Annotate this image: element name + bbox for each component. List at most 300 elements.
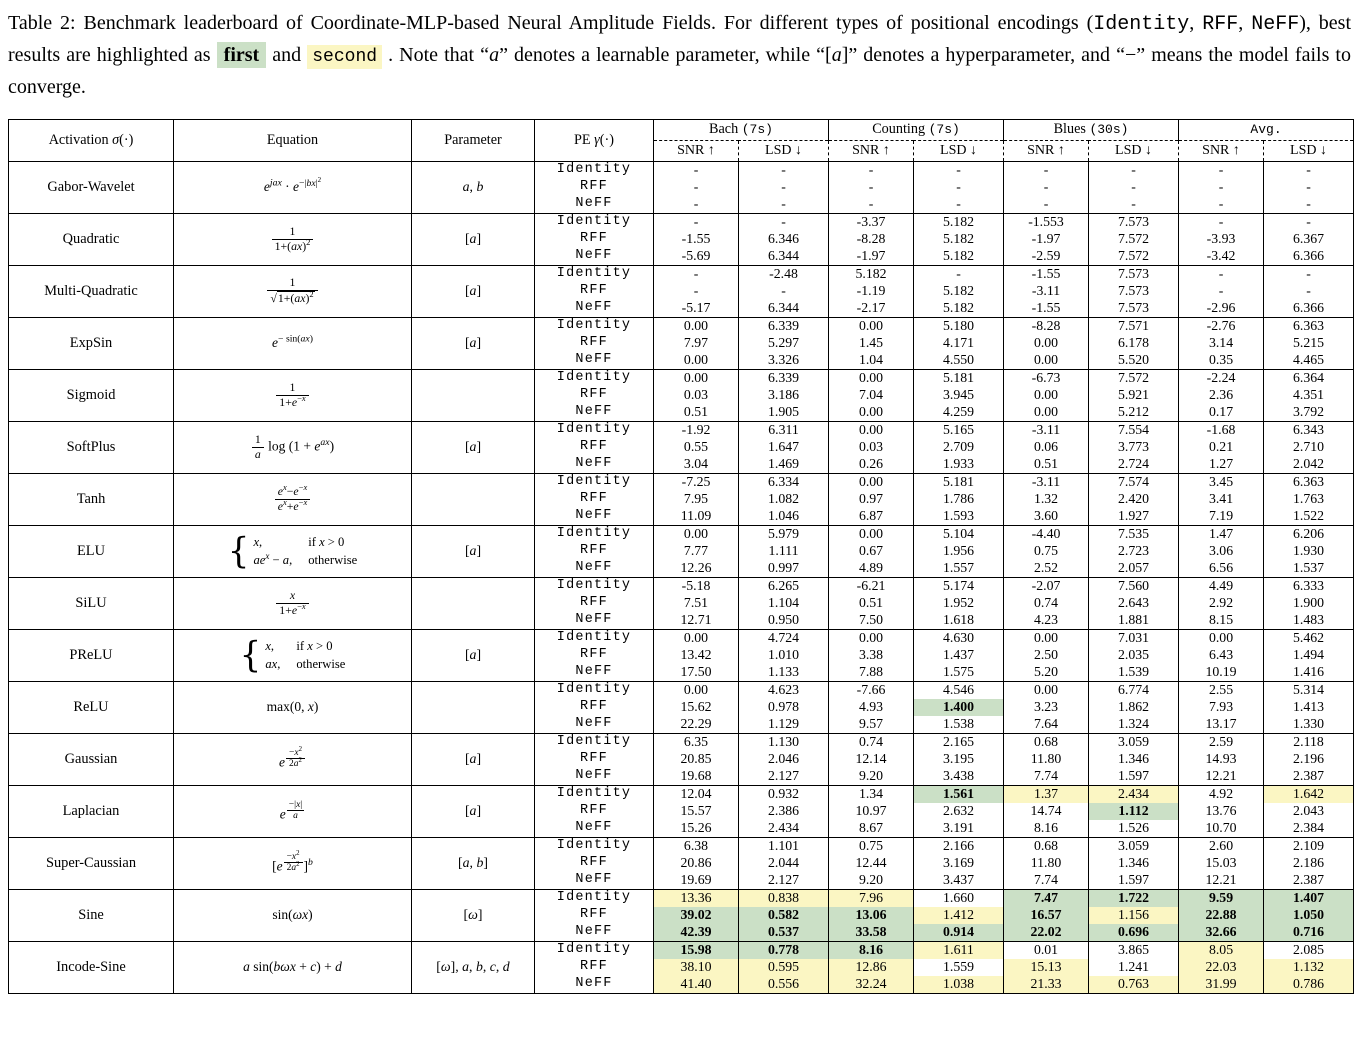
value-cell: 5.182 — [914, 300, 1004, 318]
pe-label: NeFF — [535, 612, 654, 630]
pe-label: Identity — [535, 577, 654, 595]
value-cell: 12.04 — [654, 785, 739, 803]
parameter — [412, 473, 535, 525]
value-cell: 5.20 — [1004, 664, 1089, 682]
pe-label: RFF — [535, 387, 654, 404]
activation-name: Gabor-Wavelet — [9, 161, 174, 213]
value-cell: 5.215 — [1264, 335, 1354, 352]
pe-label: RFF — [535, 179, 654, 196]
value-cell-second: 1.37 — [1004, 785, 1089, 803]
value-cell-second: 1.642 — [1264, 785, 1354, 803]
value-cell: - — [654, 161, 739, 179]
value-cell: 0.00 — [654, 525, 739, 543]
value-cell: 6.38 — [654, 837, 739, 855]
value-cell: 0.00 — [829, 421, 914, 439]
value-cell: 2.166 — [914, 837, 1004, 855]
table-caption — [8, 8, 1351, 103]
value-cell: 6.339 — [739, 317, 829, 335]
value-cell: 4.351 — [1264, 387, 1354, 404]
value-cell-second: 32.24 — [829, 976, 914, 994]
value-cell: 1.881 — [1089, 612, 1179, 630]
metric-header-lsd: LSD ↓ — [1089, 140, 1179, 161]
value-cell-first: 32.66 — [1179, 924, 1264, 942]
value-cell: 0.00 — [829, 525, 914, 543]
value-cell: 8.16 — [1004, 820, 1089, 838]
value-cell-first: 1.112 — [1089, 803, 1179, 820]
value-cell: 1.538 — [914, 716, 1004, 734]
value-cell: 5.520 — [1089, 352, 1179, 370]
value-cell: 3.60 — [1004, 508, 1089, 526]
value-cell: 3.23 — [1004, 699, 1089, 716]
equation: $\frac{x}{1+e^{-x}}$ — [174, 577, 412, 629]
value-cell: 6.344 — [739, 248, 829, 266]
parameter — [412, 577, 535, 629]
value-cell-second: 1.156 — [1089, 907, 1179, 924]
value-cell: - — [1089, 196, 1179, 214]
equation: max(0, x) — [174, 681, 412, 733]
value-cell: -2.07 — [1004, 577, 1089, 595]
parameter: [a] — [412, 213, 535, 265]
value-cell: -1.19 — [829, 283, 914, 300]
value-cell: - — [1179, 265, 1264, 283]
metric-header-lsd: LSD ↓ — [739, 140, 829, 161]
value-cell: - — [1264, 283, 1354, 300]
value-cell: 7.74 — [1004, 768, 1089, 786]
group-name-mono: (7s) — [928, 122, 960, 138]
column-header-pe: PE γ(·) — [535, 119, 654, 161]
pe-label: Identity — [535, 837, 654, 855]
value-cell: 12.14 — [829, 751, 914, 768]
value-cell: 5.165 — [914, 421, 1004, 439]
value-cell: 0.55 — [654, 439, 739, 456]
metric-header-lsd: LSD ↓ — [1264, 140, 1354, 161]
value-cell: - — [829, 161, 914, 179]
value-cell: 0.67 — [829, 543, 914, 560]
value-cell: 5.182 — [914, 283, 1004, 300]
pe-label: NeFF — [535, 872, 654, 890]
parameter: [a] — [412, 265, 535, 317]
value-cell: -4.40 — [1004, 525, 1089, 543]
value-cell: 1.241 — [1089, 959, 1179, 976]
value-cell: 1.27 — [1179, 456, 1264, 474]
value-cell: 5.182 — [914, 248, 1004, 266]
value-cell: 0.03 — [654, 387, 739, 404]
value-cell: 2.043 — [1264, 803, 1354, 820]
value-cell: 8.15 — [1179, 612, 1264, 630]
value-cell: 5.297 — [739, 335, 829, 352]
value-cell: 19.68 — [654, 768, 739, 786]
parameter — [412, 369, 535, 421]
value-cell: 20.85 — [654, 751, 739, 768]
value-cell: 0.75 — [1004, 543, 1089, 560]
value-cell: 1.101 — [739, 837, 829, 855]
value-cell: 15.57 — [654, 803, 739, 820]
value-cell: - — [914, 179, 1004, 196]
value-cell: - — [654, 179, 739, 196]
value-cell-first: 42.39 — [654, 924, 739, 942]
value-cell: 2.709 — [914, 439, 1004, 456]
value-cell: 1.082 — [739, 491, 829, 508]
metric-header-snr: SNR ↑ — [1004, 140, 1089, 161]
value-cell: 3.195 — [914, 751, 1004, 768]
value-cell: 1.111 — [739, 543, 829, 560]
value-cell: 0.00 — [654, 352, 739, 370]
value-cell: 1.324 — [1089, 716, 1179, 734]
value-cell: 2.387 — [1264, 872, 1354, 890]
value-cell: 6.367 — [1264, 231, 1354, 248]
value-cell: 0.74 — [829, 733, 914, 751]
value-cell-first: 1.400 — [914, 699, 1004, 716]
value-cell: 0.17 — [1179, 404, 1264, 422]
value-cell: 0.00 — [1004, 352, 1089, 370]
value-cell: 1.046 — [739, 508, 829, 526]
value-cell: 9.57 — [829, 716, 914, 734]
value-cell: 7.574 — [1089, 473, 1179, 491]
value-cell: - — [1264, 161, 1354, 179]
table-row — [9, 837, 1354, 855]
pe-label: RFF — [535, 647, 654, 664]
value-cell: 4.550 — [914, 352, 1004, 370]
value-cell: 1.597 — [1089, 872, 1179, 890]
value-cell: -1.55 — [654, 231, 739, 248]
pe-label: NeFF — [535, 300, 654, 318]
value-cell: 2.386 — [739, 803, 829, 820]
value-cell: 2.55 — [1179, 681, 1264, 699]
value-cell: 1.593 — [914, 508, 1004, 526]
value-cell: 1.660 — [914, 889, 1004, 907]
equation: $\frac{1}{a}$ $\log (1 + e^{ax})$ — [174, 421, 412, 473]
value-cell: 12.21 — [1179, 872, 1264, 890]
value-cell: 7.50 — [829, 612, 914, 630]
parameter: [a] — [412, 785, 535, 837]
value-cell: 7.573 — [1089, 283, 1179, 300]
activation-name: Quadratic — [9, 213, 174, 265]
value-cell: -2.48 — [739, 265, 829, 283]
table-row — [9, 629, 1354, 647]
value-cell: - — [654, 213, 739, 231]
value-cell: 7.535 — [1089, 525, 1179, 543]
column-header-equation: Equation — [174, 119, 412, 161]
value-cell: 2.196 — [1264, 751, 1354, 768]
pe-label: RFF — [535, 855, 654, 872]
pe-label: NeFF — [535, 560, 654, 578]
metric-header-lsd: LSD ↓ — [914, 140, 1004, 161]
value-cell: -7.25 — [654, 473, 739, 491]
value-cell-first: 1.561 — [914, 785, 1004, 803]
value-cell: 3.059 — [1089, 733, 1179, 751]
pe-label: RFF — [535, 699, 654, 716]
value-cell: 15.03 — [1179, 855, 1264, 872]
value-cell: 1.930 — [1264, 543, 1354, 560]
value-cell: -5.69 — [654, 248, 739, 266]
equation: { x, if x > 0 ax, otherwise — [174, 629, 412, 681]
value-cell: 0.97 — [829, 491, 914, 508]
value-cell: 6.178 — [1089, 335, 1179, 352]
value-cell: 4.546 — [914, 681, 1004, 699]
value-cell-first: 1.407 — [1264, 889, 1354, 907]
value-cell: - — [829, 196, 914, 214]
value-cell: 5.104 — [914, 525, 1004, 543]
value-cell: - — [654, 265, 739, 283]
value-cell: 5.180 — [914, 317, 1004, 335]
value-cell-second: 0.838 — [739, 889, 829, 907]
value-cell-second: 15.13 — [1004, 959, 1089, 976]
value-cell: 4.89 — [829, 560, 914, 578]
caption-segment: , — [1238, 12, 1252, 34]
value-cell: -1.68 — [1179, 421, 1264, 439]
value-cell: 7.571 — [1089, 317, 1179, 335]
value-cell: 2.643 — [1089, 595, 1179, 612]
value-cell: 3.438 — [914, 768, 1004, 786]
pe-label: Identity — [535, 421, 654, 439]
value-cell: 0.00 — [1004, 629, 1089, 647]
value-cell: 7.64 — [1004, 716, 1089, 734]
value-cell: -5.18 — [654, 577, 739, 595]
value-cell: -1.553 — [1004, 213, 1089, 231]
value-cell: 3.14 — [1179, 335, 1264, 352]
value-cell: 11.80 — [1004, 855, 1089, 872]
metric-header-snr: SNR ↑ — [829, 140, 914, 161]
value-cell-second: 0.763 — [1089, 976, 1179, 994]
value-cell: 6.56 — [1179, 560, 1264, 578]
value-cell-first: 0.582 — [739, 907, 829, 924]
value-cell: 4.49 — [1179, 577, 1264, 595]
value-cell: -1.97 — [1004, 231, 1089, 248]
value-cell: - — [654, 283, 739, 300]
value-cell: 0.00 — [829, 369, 914, 387]
parameter: [a] — [412, 421, 535, 473]
table-row — [9, 577, 1354, 595]
value-cell: 12.71 — [654, 612, 739, 630]
activation-name: SoftPlus — [9, 421, 174, 473]
pe-label: RFF — [535, 283, 654, 300]
value-cell: 4.93 — [829, 699, 914, 716]
value-cell: 17.50 — [654, 664, 739, 682]
value-cell: 4.623 — [739, 681, 829, 699]
pe-label: NeFF — [535, 924, 654, 942]
value-cell: 2.52 — [1004, 560, 1089, 578]
parameter: [a] — [412, 629, 535, 681]
pe-label: NeFF — [535, 768, 654, 786]
value-cell: 12.21 — [1179, 768, 1264, 786]
value-cell: 0.00 — [654, 369, 739, 387]
value-cell: 2.057 — [1089, 560, 1179, 578]
group-name-mono: (7s) — [741, 122, 773, 138]
pe-label: Identity — [535, 733, 654, 751]
caption-segment: NeFF — [1251, 13, 1300, 36]
equation: $\frac{e^x-e^{-x}}{e^x+e^{-x}}$ — [174, 473, 412, 525]
value-cell: 1.786 — [914, 491, 1004, 508]
value-cell: 0.01 — [1004, 941, 1089, 959]
equation: $\frac{1}{1+(ax)^2}$ — [174, 213, 412, 265]
value-cell: 1.526 — [1089, 820, 1179, 838]
value-cell: 1.346 — [1089, 855, 1179, 872]
value-cell: 15.26 — [654, 820, 739, 838]
activation-name: Sine — [9, 889, 174, 941]
value-cell: 6.206 — [1264, 525, 1354, 543]
pe-label: Identity — [535, 785, 654, 803]
value-cell: -1.55 — [1004, 300, 1089, 318]
value-cell: 0.00 — [829, 473, 914, 491]
metric-header-snr: SNR ↑ — [1179, 140, 1264, 161]
value-cell-second: 1.412 — [914, 907, 1004, 924]
value-cell: 13.17 — [1179, 716, 1264, 734]
pe-label: RFF — [535, 543, 654, 560]
value-cell: 2.118 — [1264, 733, 1354, 751]
value-cell: -2.76 — [1179, 317, 1264, 335]
value-cell: 6.366 — [1264, 300, 1354, 318]
caption-segment: and — [266, 44, 308, 66]
value-cell: 0.00 — [1004, 681, 1089, 699]
pe-label: RFF — [535, 803, 654, 820]
value-cell: 0.68 — [1004, 733, 1089, 751]
value-cell: - — [1264, 213, 1354, 231]
value-cell-first: 1.050 — [1264, 907, 1354, 924]
value-cell-first: 0.914 — [914, 924, 1004, 942]
pe-label: NeFF — [535, 716, 654, 734]
value-cell: 2.127 — [739, 872, 829, 890]
value-cell: -8.28 — [829, 231, 914, 248]
value-cell: -3.42 — [1179, 248, 1264, 266]
value-cell: 3.945 — [914, 387, 1004, 404]
value-cell: 2.186 — [1264, 855, 1354, 872]
value-cell-second: 12.86 — [829, 959, 914, 976]
value-cell: 7.573 — [1089, 213, 1179, 231]
value-cell-first: 39.02 — [654, 907, 739, 924]
value-cell-first: 15.98 — [654, 941, 739, 959]
value-cell: - — [1004, 179, 1089, 196]
value-cell-first: 22.02 — [1004, 924, 1089, 942]
value-cell: 13.76 — [1179, 803, 1264, 820]
activation-name: ReLU — [9, 681, 174, 733]
value-cell: 9.20 — [829, 872, 914, 890]
value-cell: -2.59 — [1004, 248, 1089, 266]
group-name: Blues — [1053, 121, 1090, 138]
parameter: a, b — [412, 161, 535, 213]
benchmark-table-figure — [0, 8, 1361, 994]
value-cell: 14.74 — [1004, 803, 1089, 820]
value-cell: -6.73 — [1004, 369, 1089, 387]
equation: e $^{\frac{-|x|}{a}}$ — [174, 785, 412, 837]
table-row — [9, 889, 1354, 907]
value-cell: 0.51 — [654, 404, 739, 422]
value-cell: 2.50 — [1004, 647, 1089, 664]
value-cell: - — [829, 179, 914, 196]
value-cell-first: 8.16 — [829, 941, 914, 959]
value-cell: 6.366 — [1264, 248, 1354, 266]
value-cell: 0.00 — [654, 317, 739, 335]
pe-label: RFF — [535, 959, 654, 976]
group-name-mono: Avg. — [1250, 122, 1282, 138]
pe-label: Identity — [535, 369, 654, 387]
value-cell: 0.932 — [739, 785, 829, 803]
value-cell: 3.38 — [829, 647, 914, 664]
value-cell-first: 33.58 — [829, 924, 914, 942]
value-cell: 1.575 — [914, 664, 1004, 682]
caption-second-highlight: second — [307, 45, 382, 69]
caption-segment: . Note that “ — [382, 44, 490, 66]
value-cell: 2.035 — [1089, 647, 1179, 664]
equation: sin(ωx) — [174, 889, 412, 941]
value-cell: 10.70 — [1179, 820, 1264, 838]
pe-label: RFF — [535, 335, 654, 352]
value-cell: 3.191 — [914, 820, 1004, 838]
value-cell-second: 38.10 — [654, 959, 739, 976]
activation-name: Incode-Sine — [9, 941, 174, 993]
value-cell: -7.66 — [829, 681, 914, 699]
equation: e $^{\frac{-x^2}{2a^2}}$ — [174, 733, 412, 785]
pe-label: NeFF — [535, 664, 654, 682]
caption-first-highlight: first — [217, 42, 267, 68]
value-cell: 1.537 — [1264, 560, 1354, 578]
value-cell: 1.469 — [739, 456, 829, 474]
value-cell: 13.42 — [654, 647, 739, 664]
pe-label: Identity — [535, 317, 654, 335]
value-cell: 0.26 — [829, 456, 914, 474]
value-cell-second: 8.05 — [1179, 941, 1264, 959]
value-cell: 7.74 — [1004, 872, 1089, 890]
value-cell: 12.44 — [829, 855, 914, 872]
value-cell: 1.133 — [739, 664, 829, 682]
value-cell: 6.364 — [1264, 369, 1354, 387]
value-cell: 1.952 — [914, 595, 1004, 612]
equation: a sin(bωx + c) + d — [174, 941, 412, 993]
activation-name: ELU — [9, 525, 174, 577]
pe-label: Identity — [535, 525, 654, 543]
value-cell: - — [1004, 161, 1089, 179]
equation: { x, if x > 0 $ae^x - a$, otherwise — [174, 525, 412, 577]
value-cell: -3.11 — [1004, 421, 1089, 439]
activation-name: SiLU — [9, 577, 174, 629]
value-cell: 10.19 — [1179, 664, 1264, 682]
value-cell: 6.363 — [1264, 317, 1354, 335]
value-cell: - — [1004, 196, 1089, 214]
parameter: [ω], a, b, c, d — [412, 941, 535, 993]
value-cell: 2.165 — [914, 733, 1004, 751]
value-cell: 0.21 — [1179, 439, 1264, 456]
value-cell-second: 1.038 — [914, 976, 1004, 994]
value-cell-second: 22.03 — [1179, 959, 1264, 976]
table-row — [9, 681, 1354, 699]
value-cell: 3.186 — [739, 387, 829, 404]
group-name: Counting — [872, 121, 929, 138]
activation-name: Gaussian — [9, 733, 174, 785]
value-cell-first: 7.47 — [1004, 889, 1089, 907]
value-cell: - — [914, 265, 1004, 283]
value-cell: 0.00 — [654, 629, 739, 647]
pe-label: NeFF — [535, 404, 654, 422]
value-cell: 1.32 — [1004, 491, 1089, 508]
value-cell: 5.314 — [1264, 681, 1354, 699]
value-cell-second: 0.786 — [1264, 976, 1354, 994]
value-cell: 6.333 — [1264, 577, 1354, 595]
value-cell: 1.557 — [914, 560, 1004, 578]
value-cell: 2.36 — [1179, 387, 1264, 404]
value-cell: 1.330 — [1264, 716, 1354, 734]
table-row — [9, 161, 1354, 179]
value-cell: 3.437 — [914, 872, 1004, 890]
value-cell: 0.03 — [829, 439, 914, 456]
caption-segment: ]” denotes a hyperparameter, and “−” means the model fails to converge. — [8, 44, 1351, 98]
column-header-parameter: Parameter — [412, 119, 535, 161]
value-cell: - — [914, 161, 1004, 179]
parameter: [ω] — [412, 889, 535, 941]
value-cell-first: 9.59 — [1179, 889, 1264, 907]
value-cell: 0.00 — [829, 629, 914, 647]
pe-label: Identity — [535, 889, 654, 907]
value-cell: -1.97 — [829, 248, 914, 266]
value-cell: 7.95 — [654, 491, 739, 508]
